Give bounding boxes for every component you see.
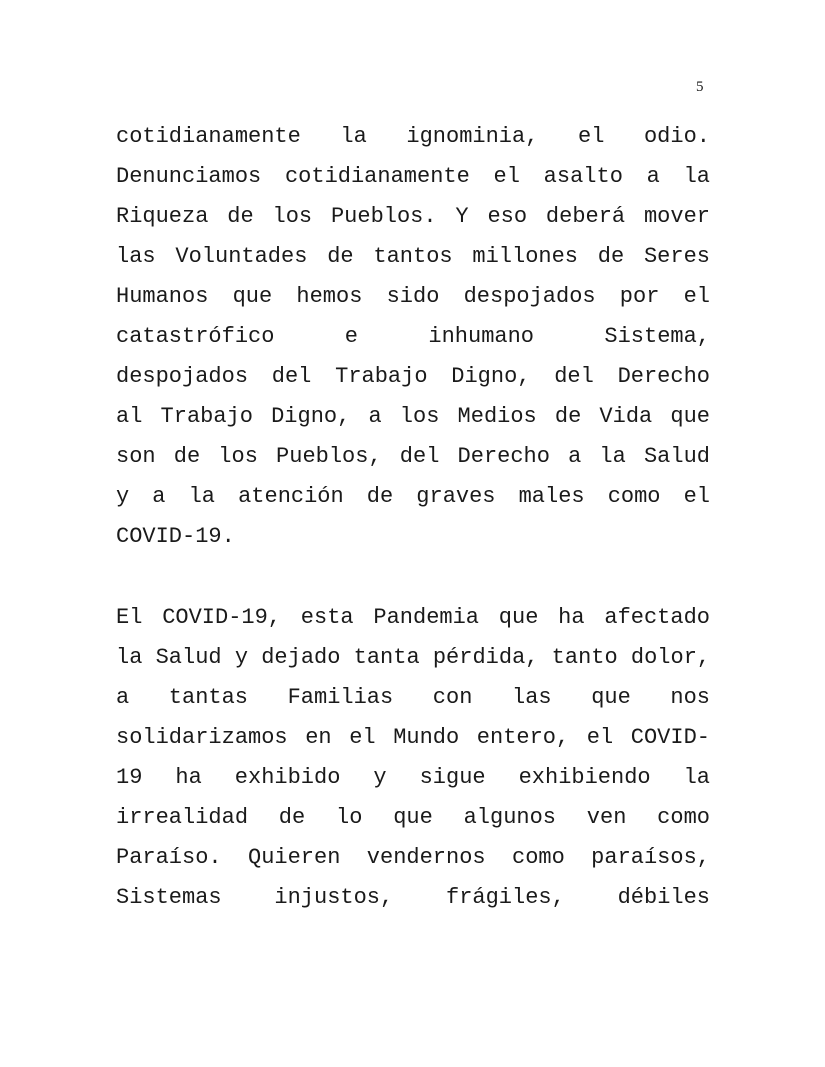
text-line: despojados del Trabajo Digno, del Derecho <box>116 364 710 389</box>
text-line: cotidianamente la ignominia, el odio. <box>116 124 710 149</box>
text-line: 19 ha exhibido y sigue exhibiendo la <box>116 765 710 790</box>
text-line: las Voluntades de tantos millones de Seres <box>116 244 710 269</box>
text-line: Riqueza de los Pueblos. Y eso deberá mover <box>116 204 710 229</box>
text-line: COVID-19. <box>116 524 235 549</box>
text-line: y a la atención de graves males como el <box>116 484 710 509</box>
text-line: Denunciamos cotidianamente el asalto a la <box>116 164 710 189</box>
text-line: Humanos que hemos sido despojados por el <box>116 284 710 309</box>
text-line: solidarizamos en el Mundo entero, el COVID- <box>116 725 710 750</box>
text-line: al Trabajo Digno, a los Medios de Vida que <box>116 404 710 429</box>
paragraph-2 <box>116 598 710 918</box>
text-line: Paraíso. Quieren vendernos como paraísos, <box>116 845 710 870</box>
paragraph-1 <box>116 117 710 557</box>
text-line: catastrófico e inhumano Sistema, <box>116 324 710 349</box>
text-line: Sistemas injustos, frágiles, débiles <box>116 885 710 910</box>
text-line: la Salud y dejado tanta pérdida, tanto dolor, <box>116 645 710 670</box>
text-line: a tantas Familias con las que nos <box>116 685 710 710</box>
text-line: son de los Pueblos, del Derecho a la Salud <box>116 444 710 469</box>
text-line: irrealidad de lo que algunos ven como <box>116 805 710 830</box>
page-number: 5 <box>696 79 704 95</box>
text-line: El COVID-19, esta Pandemia que ha afectado <box>116 605 710 630</box>
